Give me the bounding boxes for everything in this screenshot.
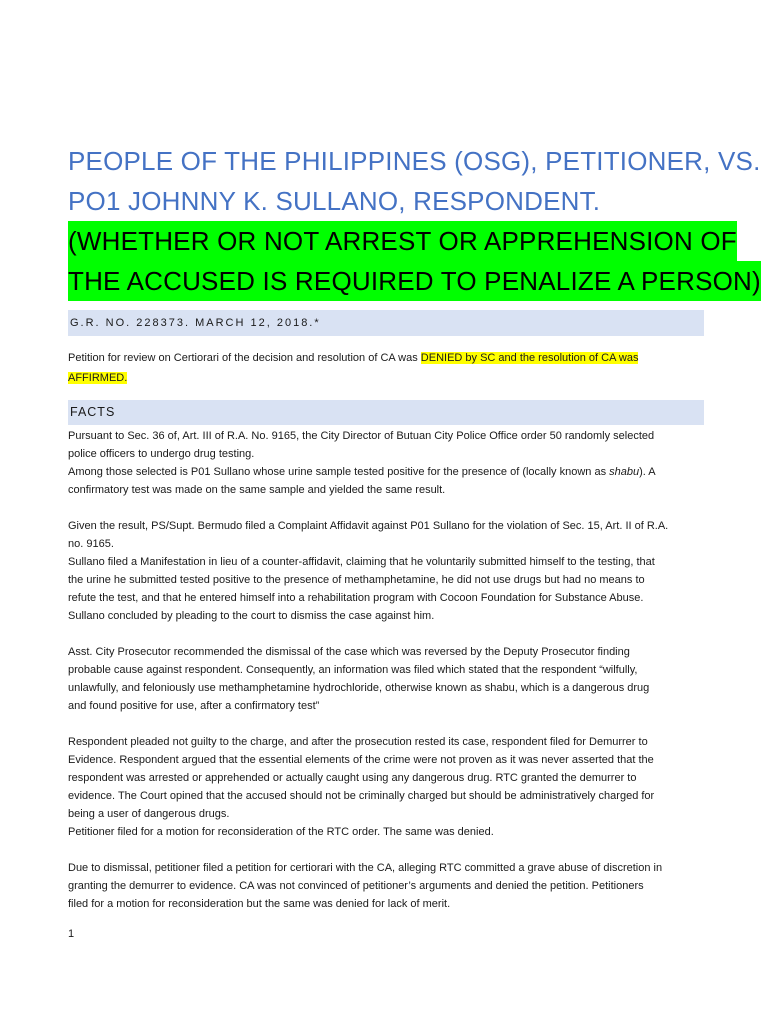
facts-line: Evidence. Respondent argued that the essential elements of the crime were not proven as it was never asserted that the: [68, 754, 654, 766]
petition-highlight-2: AFFIRMED.: [68, 372, 128, 384]
facts-line: evidence. The Court opined that the accused should not be criminally charged but should be administratively charged for: [68, 790, 655, 802]
paragraph-gap: [68, 841, 704, 859]
facts-line: no. 9165.: [68, 538, 114, 550]
facts-line: the urine he submitted tested positive to the presence of methamphetamine, he did not use drugs but had no means to: [68, 574, 645, 586]
facts-line: Among those selected is P01 Sullano whose urine sample tested positive for the presence of (locally known as: [68, 466, 610, 478]
issue-line-1: (WHETHER OR NOT ARREST OR APPREHENSION OF: [68, 221, 737, 261]
facts-line: and found positive for use, after a confirmatory test”: [68, 700, 320, 712]
facts-line: police officers to undergo drug testing.: [68, 448, 255, 460]
facts-paragraph: [68, 643, 704, 715]
facts-line: confirmatory test was made on the same sample and yielded the same result.: [68, 484, 446, 496]
facts-line: respondent was arrested or apprehended or actually caught using any dangerous drug. RTC granted the demurrer to: [68, 772, 637, 784]
facts-line: Pursuant to Sec. 36 of, Art. III of R.A. No. 9165, the City Director of Butuan City Police Office order 50 randomly selected: [68, 430, 655, 442]
page-number: 1: [68, 928, 75, 940]
facts-paragraph: [68, 463, 704, 499]
italic-term: shabu: [609, 466, 640, 478]
facts-line: probable cause against respondent. Consequently, an information was filed which stated that the respondent “wilfully,: [68, 664, 638, 676]
issue-line-2: THE ACCUSED IS REQUIRED TO PENALIZE A PERSON): [68, 261, 761, 301]
facts-paragraph: [68, 733, 704, 823]
case-title-block: [68, 141, 761, 301]
facts-paragraph: [68, 517, 704, 553]
paragraph-gap: [68, 715, 704, 733]
case-title-line-1: PEOPLE OF THE PHILIPPINES (OSG), PETITIONER, VS.: [68, 146, 761, 176]
facts-line: Due to dismissal, petitioner filed a petition for certiorari with the CA, alleging RTC committed a grave abuse of discretion in: [68, 862, 663, 874]
paragraph-gap: [68, 625, 704, 643]
paragraph-gap: [68, 499, 704, 517]
facts-line-tail: ). A: [639, 466, 656, 478]
facts-line: filed for a motion for reconsideration but the same was denied for lack of merit.: [68, 898, 451, 910]
facts-line: Sullano concluded by pleading to the court to dismiss the case against him.: [68, 610, 435, 622]
facts-line: Asst. City Prosecutor recommended the dismissal of the case which was reversed by the Deputy Prosecutor finding: [68, 646, 630, 658]
petition-highlight-1: DENIED by SC and the resolution of CA was: [420, 352, 639, 364]
facts-paragraph: [68, 859, 704, 913]
facts-body: [68, 427, 704, 913]
facts-line: Given the result, PS/Supt. Bermudo filed a Complaint Affidavit against P01 Sullano for the violation of Sec. 15, Art. II of R.A.: [68, 520, 669, 532]
facts-line: Petitioner filed for a motion for reconsideration of the RTC order. The same was denied.: [68, 826, 494, 838]
facts-line: granting the demurrer to evidence. CA was not convinced of petitioner’s arguments and denied the petition. Petitioners: [68, 880, 644, 892]
facts-line: Respondent pleaded not guilty to the charge, and after the prosecution rested its case, respondent filed for Demurrer to: [68, 736, 648, 748]
facts-paragraph: [68, 553, 704, 625]
facts-paragraph: [68, 823, 704, 841]
case-number-heading: G.R. NO. 228373. MARCH 12, 2018.*: [68, 310, 704, 336]
case-title-line-2: PO1 JOHNNY K. SULLANO, RESPONDENT.: [68, 186, 601, 216]
facts-heading: FACTS: [68, 400, 704, 425]
facts-paragraph: [68, 427, 704, 463]
facts-line: being a user of dangerous drugs.: [68, 808, 230, 820]
facts-line: unlawfully, and feloniously use methamphetamine hydrochloride, otherwise known as shabu, which is a dangerous drug: [68, 682, 650, 694]
petition-summary: [68, 348, 704, 388]
facts-line: Sullano filed a Manifestation in lieu of a counter-affidavit, claiming that he voluntarily submitted himself to the testing, that: [68, 556, 655, 568]
petition-text: Petition for review on Certiorari of the decision and resolution of CA was: [68, 352, 421, 364]
facts-line: refute the test, and that he entered himself into a rehabilitation program with Cocoon Foundation for Substance Abuse.: [68, 592, 644, 604]
